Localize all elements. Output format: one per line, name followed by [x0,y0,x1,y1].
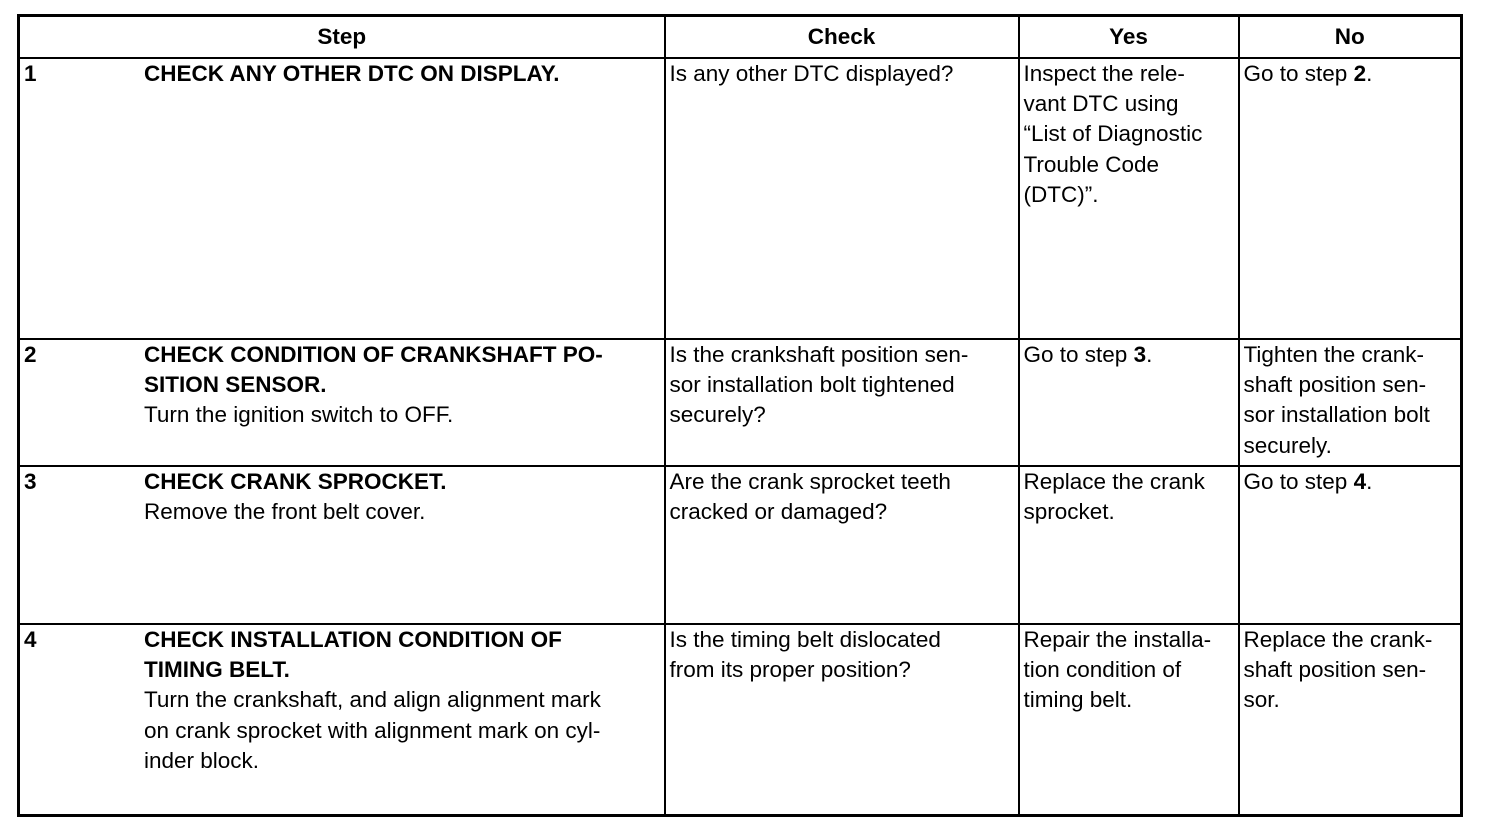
step-reference: 2 [1353,61,1367,86]
step-cell [19,339,665,466]
no-cell [1239,58,1462,339]
yes-suffix: . [1146,342,1153,367]
no-cell [1239,466,1462,624]
step-instruction: Turn the crankshaft, and align alignment mark on crank sprocket with alignment mark on cyl- inder block. [144,687,601,773]
no-suffix: . [1366,469,1373,494]
step-cell [19,624,665,815]
step-cell [19,58,665,339]
header-yes: Yes [1019,16,1239,59]
step-body [144,467,660,527]
table-row [19,58,1462,339]
step-cell [19,466,665,624]
table-row [19,339,1462,466]
step-title: CHECK CONDITION OF CRANKSHAFT PO- SITION SENSOR. [144,342,603,398]
step-number: 3 [24,469,37,494]
step-number: 2 [24,342,37,367]
yes-text: Go to step [1023,342,1134,367]
step-number: 4 [24,627,37,652]
check-cell: Are the crank sprocket teeth cracked or damaged? [665,466,1019,624]
step-title: CHECK CRANK SPROCKET. [144,469,447,494]
yes-cell: Replace the crank sprocket. [1019,466,1239,624]
no-cell: Replace the crank- shaft position sen- sor. [1239,624,1462,815]
no-text: Go to step [1243,469,1354,494]
check-cell: Is the crankshaft position sen- sor installation bolt tightened securely? [665,339,1019,466]
step-body [144,340,660,431]
header-check: Check [665,16,1019,59]
header-no: No [1239,16,1462,59]
step-instruction: Remove the front belt cover. [144,499,426,525]
no-suffix: . [1366,61,1373,86]
no-cell: Tighten the crank- shaft position sen- sor installation bolt securely. [1239,339,1462,466]
step-reference: 4 [1353,469,1367,494]
step-title: CHECK ANY OTHER DTC ON DISPLAY. [144,61,560,86]
yes-cell: Repair the installa- tion condition of timing belt. [1019,624,1239,815]
step-title: CHECK INSTALLATION CONDITION OF TIMING BELT. [144,627,562,683]
step-number: 1 [24,61,37,86]
step-body [144,625,660,776]
no-text: Go to step [1243,61,1354,86]
yes-cell [1019,339,1239,466]
yes-cell: Inspect the rele- vant DTC using “List of Diagnostic Trouble Code (DTC)”. [1019,58,1239,339]
check-cell: Is the timing belt dislocated from its proper position? [665,624,1019,815]
header-step: Step [19,16,665,59]
table-row [19,466,1462,624]
step-reference: 3 [1133,342,1147,367]
table-row [19,624,1462,815]
step-body [144,59,660,89]
check-cell: Is any other DTC displayed? [665,58,1019,339]
header-row [19,16,1462,59]
step-instruction: Turn the ignition switch to OFF. [144,402,454,428]
diagnostic-table [17,14,1463,817]
